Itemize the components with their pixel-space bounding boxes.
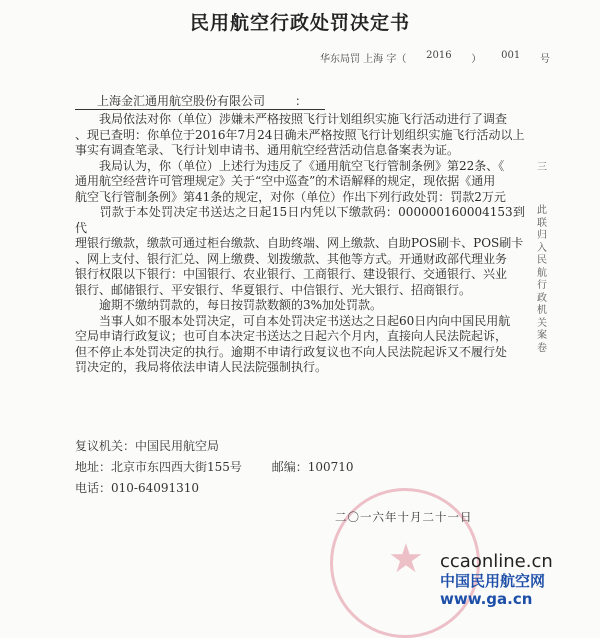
addressee-colon: ：	[295, 94, 308, 108]
doc-number-suffix: 号	[539, 54, 550, 65]
side-mark: 三	[537, 162, 547, 173]
body-line: 逾期不缴纳罚款的，每日按罚款数额的3%加处罚款。	[75, 298, 383, 312]
review-organ: 复议机关：中国民用航空局	[75, 438, 220, 453]
body-line: 当事人如不服本处罚决定，可自本处罚决定书送达之日起60日内向中国民用航	[75, 313, 511, 328]
postcode: 邮编：100710	[271, 459, 354, 474]
body-line: 、网上支付、银行汇兑、网上缴费、划拨缴款、其他等方式。开通财政部代理业务	[75, 251, 508, 266]
body-line: 我局认为，你（单位）上述行为违反了《通用航空飞行管制条例》第22条、《	[75, 158, 505, 173]
watermark-domain: ccaonline.cn	[440, 551, 553, 572]
address-text: 地址：北京市东四西大街155号	[75, 459, 242, 474]
addressee	[75, 94, 325, 110]
body-line: 通用航空经营许可管理规定》关于“空中巡查”的术语解释的规定，现依据《通用	[75, 174, 496, 188]
doc-number-close: ）	[471, 54, 482, 65]
doc-number-value: 001	[501, 50, 521, 61]
doc-number-prefix: 华东局罚 上海 字（	[320, 54, 407, 65]
body-line: 我局依法对你（单位）涉嫌未严格按照飞行计划组织实施飞行活动进行了调查	[75, 112, 508, 126]
document-number	[320, 50, 550, 65]
document-date: 二〇一六年十月二十一日	[335, 509, 473, 524]
watermark-site-name: 中国民用航空网	[440, 572, 546, 590]
body-line: 理银行缴款，缴款可通过柜台缴款、自助终端、网上缴款、自助POS刷卡、POS刷卡	[75, 236, 524, 250]
document-main	[75, 90, 525, 525]
body-line: 空局申请行政复议；也可自本决定书送达之日起六个月内，直接向人民法院起诉，	[75, 329, 508, 343]
side-note: 此联归入民航行政机关案卷	[537, 205, 547, 354]
doc-number-year: 2016	[426, 50, 452, 61]
address	[75, 457, 525, 478]
body-line: 银行权限以下银行：中国银行、农业银行、工商银行、建设银行、交通银行、兴业	[75, 267, 508, 281]
body-line: 但不停止本处罚决定的执行。逾期不申请行政复议也不向人民法院起诉又不履行处	[75, 344, 508, 359]
watermark-url: www.ga.cn	[440, 590, 533, 608]
body-line: 罚决定的，我局将依法申请人民法院强制执行。	[75, 360, 328, 374]
body-line: 罚款于本处罚决定书送达之日起15日内凭以下缴款码：000000160004153到代	[75, 205, 525, 235]
addressee-name: 上海金汇通用航空股份有限公司	[97, 94, 266, 108]
body-line: 航空飞行管制条例》第41条的规定，对你（单位）作出下列行政处罚：罚款2万元	[75, 189, 506, 204]
seal-star-icon: ★	[388, 536, 424, 582]
document-title: 民用航空行政处罚决定书	[189, 12, 410, 34]
document-body	[75, 112, 525, 376]
body-line: 银行、邮储银行、平安银行、华夏银行、中信银行、光大银行、招商银行。	[75, 282, 472, 297]
body-line: 、现已查明：你单位于2016年7月24日确未严格按照飞行计划组织实施飞行活动以上	[75, 127, 525, 142]
body-line: 事实有调查笔录、飞行计划申请书、通用航空经营活动信息备案表为证。	[75, 143, 460, 157]
phone: 电话：010-64091310	[75, 480, 200, 495]
